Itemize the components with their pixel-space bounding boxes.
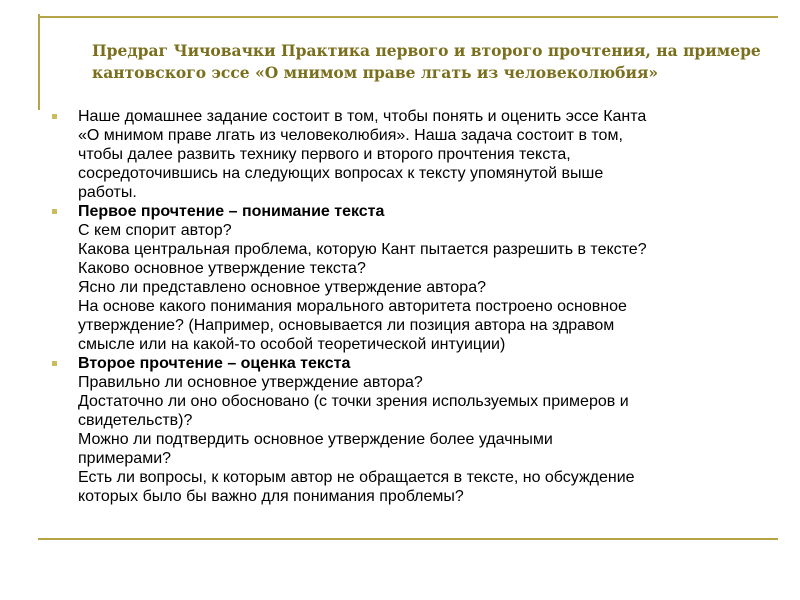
slide-title-line: кантовского эссе «О мнимом праве лгать из человеколюбия»	[92, 63, 659, 82]
question-line: Можно ли подтвердить основное утверждение более удачными	[78, 431, 553, 448]
bullet-text-line: сосредоточившись на следующих вопросах к тексту упомянутой выше	[78, 165, 604, 182]
bullet-square-icon	[52, 114, 57, 119]
question-line: которых было бы важно для понимания проблемы?	[78, 488, 464, 505]
bullet-text-line: работы.	[78, 184, 137, 201]
bullet-second-reading	[52, 354, 752, 506]
bullet-square-icon	[52, 209, 57, 214]
bullet-first-reading	[52, 202, 752, 354]
question-line: На основе какого понимания морального авторитета построено основное	[78, 298, 627, 315]
bullet-heading: Второе прочтение – оценка текста	[78, 355, 351, 372]
question-line: Ясно ли представлено основное утверждение автора?	[78, 279, 486, 296]
question-line: утверждение? (Например, основывается ли позиция автора на здравом	[78, 317, 615, 334]
question-line: Какова центральная проблема, которую Кант пытается разрешить в тексте?	[78, 241, 647, 258]
question-line: Правильно ли основное утверждение автора?	[78, 374, 423, 391]
question-line: Каково основное утверждение текста?	[78, 260, 366, 277]
slide-title	[92, 40, 762, 84]
question-line: смысле или на какой-то особой теоретической интуиции)	[78, 336, 506, 353]
question-line: Достаточно ли оно обосновано (с точки зрения используемых примеров и	[78, 393, 629, 410]
question-line: Есть ли вопросы, к которым автор не обращается в тексте, но обсуждение	[78, 469, 635, 486]
bullet-list	[52, 107, 752, 506]
question-line: примерами?	[78, 450, 172, 467]
frame-vertical-line	[38, 14, 40, 110]
question-line: свидетельств)?	[78, 412, 193, 429]
question-line: С кем спорит автор?	[78, 222, 232, 239]
slide-title-line: Предраг Чичовачки Практика первого и второго прочтения, на примере	[92, 41, 761, 60]
bullet-homework	[52, 107, 752, 202]
bullet-heading: Первое прочтение – понимание текста	[78, 203, 385, 220]
bullet-text-line: «О мнимом праве лгать из человеколюбия». Наша задача состоит в том,	[78, 127, 623, 144]
bullet-text-line: Наше домашнее задание состоит в том, чтобы понять и оценить эссе Канта	[78, 108, 647, 125]
frame-bottom-line	[38, 538, 778, 540]
bullet-text-line: чтобы далее развить технику первого и второго прочтения текста,	[78, 146, 571, 163]
frame-top-line	[38, 16, 778, 18]
bullet-square-icon	[52, 361, 57, 366]
